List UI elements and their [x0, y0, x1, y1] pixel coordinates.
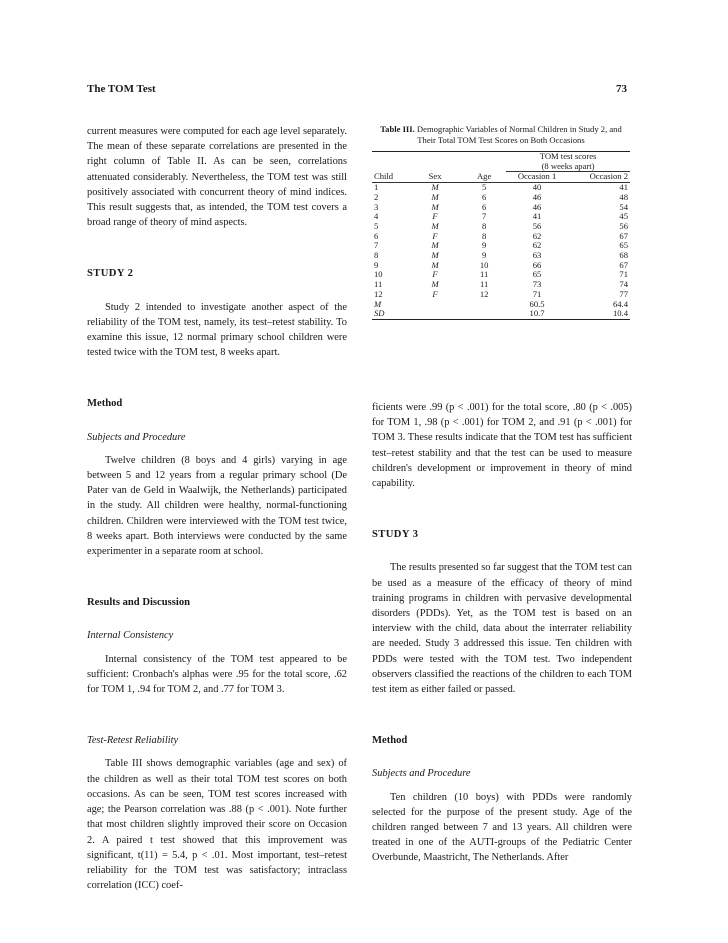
internal-consistency-heading: Internal Consistency	[87, 630, 174, 642]
cell-age: 5	[481, 182, 487, 193]
continued-paragraph: ficients were .99 (p < .001) for the total score, .80 (p < .005) for TOM 1, .98 (p < .001) for TOM 2, and .91 (p < .001) for TOM 3. These results indicate that the TOM test has sufficient test–retest stability and that the test can be used to measure children's development or improvement in theory of mind capability.	[372, 402, 632, 490]
table-row	[372, 261, 630, 271]
col-header-sex: Sex	[428, 171, 442, 182]
cell-age: 6	[481, 201, 487, 212]
table-body	[372, 183, 630, 299]
cell-sex: M	[431, 250, 439, 261]
study2-paragraph: Study 2 intended to investigate another aspect of the reliability of the TOM test, namely, its test–retest stability. To examine this issue, 12 normal primary school children were tested twice with the TOM test, 8 weeks apart.	[87, 301, 347, 359]
cell-child: 10	[374, 269, 383, 280]
test-retest-paragraph: Table III shows demographic variables (age and sex) of the children as well as their total TOM test scores on both occasions. As can be seen, TOM test scores increased with age; the Pearson correlation was .88 (p < .001). Note further that most children slightly improved their score on Occasion 2. A paired t test showed that this improvement was significant, t(11) = 5.4, p < .01. Most important, test–retest reliability for the TOM test was satisfactory; intraclass correlation (ICC) coef-	[87, 758, 347, 892]
cell-sex: M	[431, 279, 439, 290]
cell-sex: M	[431, 191, 439, 202]
cell-age: 9	[481, 240, 487, 251]
cell-occasion2: 45	[619, 211, 628, 222]
cell-age: 7	[481, 211, 487, 222]
cell-occasion1: 71	[532, 288, 542, 299]
cell-occasion1: 65	[532, 269, 542, 280]
method-heading: Method	[87, 398, 123, 410]
left-column	[87, 124, 347, 893]
cell-sex: F	[432, 211, 438, 222]
study3-paragraph: The results presented so far suggest that the TOM test can be used as a measure of the efficacy of theory of mind training programs in children with pervasive developmental disorders (PDDs). Yet, as the TOM test is based on an interview with the child, data about the interrater reliability are needed. Study 3 addressed this issue. Ten children with PDDs were tested with the TOM test. Two independent observers classified the reactions of the children to each TOM test item as either failed or passed.	[372, 562, 632, 696]
results-heading: Results and Discussion	[87, 597, 191, 609]
cell-sex: F	[432, 269, 438, 280]
internal-consistency-paragraph: Internal consistency of the TOM test appeared to be sufficient: Cronbach's alphas were .95 for the total score, .62 for TOM 1, .94 for TOM 2, and .77 for TOM 3.	[87, 653, 347, 696]
cell-sex: M	[431, 182, 439, 193]
cell-child: 3	[374, 201, 379, 212]
cell-age: 12	[479, 288, 489, 299]
summary-occasion1: 60.5	[529, 298, 545, 309]
cell-occasion1: 66	[532, 259, 542, 270]
table-row	[372, 203, 630, 213]
cell-child: 6	[374, 230, 379, 241]
cell-age: 8	[481, 230, 487, 241]
cell-child: 4	[374, 211, 379, 222]
table-caption-text: Demographic Variables of Normal Children in Study 2, and Their Total TOM Test Scores on Both Occasions	[416, 124, 622, 145]
cell-age: 10	[479, 259, 489, 270]
cell-occasion1: 40	[532, 182, 542, 193]
cell-age: 11	[479, 269, 489, 280]
cell-child: 2	[374, 191, 379, 202]
summary-occasion2: 10.4	[612, 308, 628, 319]
group-header-line2: (8 weeks apart)	[541, 160, 595, 171]
table-bottom-rule	[372, 319, 630, 320]
running-head	[87, 83, 627, 95]
study3-subjects-paragraph: Ten children (10 boys) with PDDs were randomly selected for the purpose of the present study. Age of the children ranged between 7 and 13 years. All children were treated in one of the AUTI-groups of the Pediatric Center Overbunde, Maastricht, The Netherlands. After	[372, 791, 632, 864]
cell-occasion2: 56	[619, 220, 628, 231]
summary-occasion1: 10.7	[529, 308, 545, 319]
cell-occasion2: 54	[619, 201, 628, 212]
table-row	[372, 212, 630, 222]
page-number: 73	[616, 83, 627, 95]
cell-occasion2: 71	[619, 269, 628, 280]
cell-sex: F	[432, 230, 438, 241]
cell-age: 6	[481, 191, 487, 202]
group-header-line1: TOM test scores	[539, 151, 597, 161]
summary-empty-age	[462, 309, 506, 319]
summary-empty-sex	[408, 309, 462, 319]
cell-occasion1: 62	[532, 230, 542, 241]
cell-child: 5	[374, 220, 379, 231]
table-iii	[372, 124, 630, 320]
summary-row	[372, 300, 630, 310]
cell-sex: M	[431, 259, 439, 270]
col-header-occasion2: Occasion 2	[589, 171, 628, 182]
table-label: Table III.	[380, 124, 415, 134]
col-header-age: Age	[476, 171, 492, 182]
summary-empty-age	[462, 300, 506, 310]
cell-occasion1: 46	[532, 201, 542, 212]
cell-occasion2: 74	[619, 279, 628, 290]
table-row	[372, 270, 630, 280]
table-summary	[372, 300, 630, 319]
cell-child: 11	[374, 279, 383, 290]
cell-child: 8	[374, 250, 379, 261]
cell-occasion2: 48	[619, 191, 628, 202]
table-row	[372, 222, 630, 232]
table-row	[372, 290, 630, 300]
summary-occasion2: 64.4	[612, 298, 628, 309]
cell-occasion1: 56	[532, 220, 542, 231]
cell-occasion2: 41	[619, 182, 628, 193]
table-row	[372, 241, 630, 251]
cell-occasion2: 67	[619, 259, 628, 270]
subjects-heading: Subjects and Procedure	[87, 431, 186, 443]
cell-occasion2: 77	[619, 288, 628, 299]
cell-occasion2: 68	[619, 250, 628, 261]
summary-label: SD	[374, 308, 385, 319]
group-header	[506, 152, 630, 172]
cell-age: 9	[481, 250, 487, 261]
cell-occasion1: 63	[532, 250, 542, 261]
table-caption	[372, 124, 630, 146]
study2-heading: STUDY 2	[87, 268, 134, 280]
summary-empty-sex	[408, 300, 462, 310]
summary-label: M	[374, 298, 382, 309]
study3-heading: STUDY 3	[372, 529, 419, 541]
cell-sex: F	[432, 288, 438, 299]
cell-occasion2: 67	[619, 230, 628, 241]
cell-child: 9	[374, 259, 379, 270]
cell-sex: M	[431, 240, 439, 251]
col-header-child: Child	[374, 171, 394, 182]
summary-row	[372, 309, 630, 319]
cell-occasion2: 65	[619, 240, 628, 251]
cell-occasion1: 41	[532, 211, 542, 222]
cell-age: 11	[479, 279, 489, 290]
data-table	[372, 152, 630, 319]
cell-child: 1	[374, 182, 379, 193]
running-title: The TOM Test	[87, 83, 156, 95]
cell-occasion1: 46	[532, 191, 542, 202]
cell-sex: M	[431, 220, 439, 231]
col-header-occasion1: Occasion 1	[517, 171, 557, 182]
cell-occasion1: 62	[532, 240, 542, 251]
cell-occasion1: 73	[532, 279, 542, 290]
cell-age: 8	[481, 220, 487, 231]
table-row	[372, 193, 630, 203]
table-row	[372, 183, 630, 193]
subjects-paragraph: Twelve children (8 boys and 4 girls) varying in age between 5 and 12 years from a regular primary school (De Pater van de Geld in Waalwijk, the Netherlands) participated in the study. All children were healthy, normal-functioning children. Children were interviewed with the TOM test twice, 8 weeks apart. Both interviews were conducted by the same experimenter in a separate room at school.	[87, 454, 347, 558]
test-retest-heading: Test-Retest Reliability	[87, 735, 179, 747]
table-row	[372, 232, 630, 242]
table-row	[372, 251, 630, 261]
study3-method-heading: Method	[372, 735, 408, 747]
cell-child: 12	[374, 288, 383, 299]
intro-paragraph: current measures were computed for each age level separately. The mean of these separate correlations are presented in the right column of Table II. As can be seen, correlations attenuated considerably. Nevertheless, the TOM test was still positively associated with concurrent theory of mind indices. This result suggests that, as intended, the TOM test covers a broad range of theory of mind aspects.	[87, 126, 347, 229]
right-column	[372, 400, 632, 866]
table-row	[372, 280, 630, 290]
cell-sex: M	[431, 201, 439, 212]
cell-child: 7	[374, 240, 379, 251]
study3-subjects-heading: Subjects and Procedure	[372, 768, 471, 780]
